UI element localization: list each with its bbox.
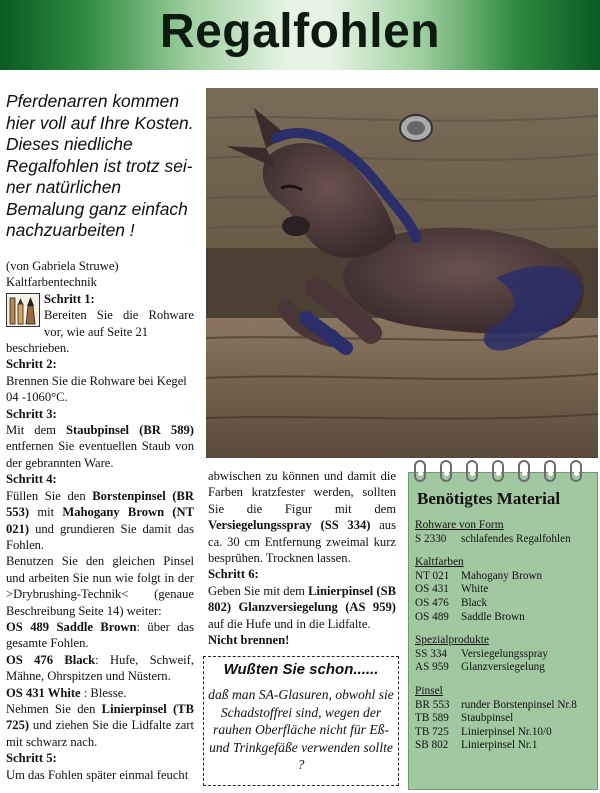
step-4-text-c: mit <box>29 505 63 520</box>
material-code: AS 959 <box>415 661 449 674</box>
did-you-know-box <box>203 656 399 786</box>
liner-text-a: Nehmen Sie den <box>6 701 102 716</box>
material-code: TB 589 <box>415 712 449 725</box>
step-6-text-c: auf die Hufe und in die Lidfalte. <box>208 616 371 631</box>
binding-ring-icon <box>544 460 556 482</box>
material-name: runder Borstenpinsel Nr.8 <box>461 698 577 711</box>
material-code: S 2330 <box>415 532 447 545</box>
material-name: Black <box>461 596 488 609</box>
foal-photo <box>206 88 598 458</box>
instructions-column-2 <box>208 468 396 648</box>
binding-ring-icon <box>440 460 452 482</box>
mahogany-brown-name: Mahogany Brown (NT 021) <box>6 505 194 536</box>
material-item <box>415 648 548 662</box>
step-5-continued-c: aus ca. 30 cm Entfernung zweimal kurz besprühen. Trocknen lassen. <box>208 518 396 566</box>
material-item <box>415 611 542 625</box>
section-title: Spezialprodukte <box>415 634 490 647</box>
material-name: Linierpinsel Nr.10/0 <box>461 725 552 738</box>
step-5-text: Um das Fohlen später einmal feucht <box>6 767 189 782</box>
binding-ring-icon <box>466 460 478 482</box>
binding-ring-icon <box>414 460 426 482</box>
saddle-brown-line <box>6 619 194 652</box>
material-name: Versiegelungsspray <box>461 647 548 660</box>
intro-line: Pferdenarren kommen <box>6 91 180 111</box>
step-3-text <box>6 422 194 471</box>
material-code: TB 725 <box>415 725 449 738</box>
header-banner <box>0 0 600 70</box>
brush-icon <box>6 293 40 327</box>
do-not-fire-warning: Nicht brennen! <box>208 633 290 648</box>
saddle-brown-name: OS 489 Saddle Brown <box>6 619 137 634</box>
binding-ring-icon <box>492 460 504 482</box>
binding-ring-icon <box>570 460 582 482</box>
material-code: NT 021 <box>415 569 450 582</box>
intro-line: hier voll auf Ihre Kosten. <box>6 112 194 133</box>
materials-section-blanks <box>415 519 597 546</box>
material-item <box>415 661 548 675</box>
dust-brush-name: Staubpinsel (BR 589) <box>66 423 194 438</box>
material-item <box>415 699 577 713</box>
material-item <box>415 570 542 584</box>
liner-text-c: und ziehen Sie die Lidfalte zart mit schwarz nach. <box>6 718 194 749</box>
section-title: Kaltfarben <box>415 556 464 569</box>
material-name: White <box>461 583 489 596</box>
technique-line: Kaltfarbentechnik <box>6 275 97 290</box>
step-3-text-a: Mit dem <box>6 423 67 438</box>
intro-line: Regalfohlen ist trotz sei- <box>6 155 193 176</box>
section-title: Pinsel <box>415 684 443 697</box>
materials-section-special <box>415 634 597 675</box>
intro-line: Dieses niedliche <box>6 134 133 154</box>
material-name: Linierpinsel Nr.1 <box>461 739 538 752</box>
material-item <box>415 583 542 597</box>
material-item <box>415 597 542 611</box>
bristle-brush-name: Borstenpinsel (BR 553) <box>6 488 194 520</box>
step-1-text-end: beschrieben. <box>6 341 70 356</box>
materials-section-cold-colors <box>415 556 597 624</box>
step-3-text-c: entfernen Sie eventuellen Staub von der gebrannten Ware. <box>6 439 194 470</box>
black-name: OS 476 Black <box>6 652 96 667</box>
did-you-know-body: daß man SA-Glasuren, obwohl sie Schadstoffrei sind, wegen der rauhen Oberfläche nicht für Eß- und Trinkgefäße verwenden sollte ? <box>208 687 394 772</box>
materials-section-brushes <box>415 685 597 753</box>
liner-text <box>6 701 194 750</box>
material-item <box>415 726 577 740</box>
spiral-binding <box>410 460 590 484</box>
material-name: Saddle Brown <box>461 610 525 623</box>
step-2-text: Brennen Sie die Rohware bei Kegel 04 -1060°C. <box>6 373 187 405</box>
material-name: Mahogany Brown <box>461 569 543 582</box>
intro-line: Bemalung ganz einfach <box>6 198 188 219</box>
saddle-brown-text: : über das gesamte Fohlen. <box>6 619 194 651</box>
sealing-spray-name: Versiegelungsspray (SS 334) <box>208 518 371 533</box>
material-code: OS 476 <box>415 596 449 609</box>
step-4-heading: Schritt 4: <box>6 472 57 487</box>
material-code: SS 334 <box>415 647 448 660</box>
liner-brush-name: Linierpinsel (TB 725) <box>6 701 194 733</box>
step-1-text: Bereiten Sie die Rohware vor, wie auf Seite 21 <box>44 308 194 339</box>
material-code: OS 431 <box>415 583 449 596</box>
author-line: (von Gabriela Struwe) <box>6 259 119 273</box>
intro-line: nachzuarbeiten ! <box>6 220 135 240</box>
step-5-heading: Schritt 5: <box>6 751 57 766</box>
section-title: Rohware von Form <box>415 519 504 531</box>
materials-title: Benötigtes Material <box>417 489 561 508</box>
white-text: : Blesse. <box>80 685 127 700</box>
black-line <box>6 652 194 685</box>
material-item <box>415 739 577 753</box>
step-1 <box>6 291 194 357</box>
step-4-text <box>6 488 194 554</box>
gloss-seal-name: Linierpinsel (SB 802) Glanzversiegelung (AS 959) <box>208 583 397 615</box>
step-4-text-e: und grundieren Sie damit das Fohlen. <box>6 521 194 552</box>
intro-line: ner natürlichen <box>6 177 122 197</box>
step-6-text-a: Geben Sie mit dem <box>208 583 309 598</box>
step-4-drybrush-text: Benutzen Sie den gleichen Pinsel und arbeiten Sie nun wie folgt in der >Drybrushing-Technik< (genaue Beschreibung Seite 14) weiter: <box>6 554 194 618</box>
step-6-text <box>208 583 396 632</box>
material-code: SB 802 <box>415 739 449 752</box>
instructions-column-1 <box>6 258 194 783</box>
page-title: Regalfohlen <box>159 5 441 58</box>
intro-text <box>6 91 206 242</box>
materials-box <box>408 472 598 790</box>
step-4-text-a: Füllen Sie den <box>6 488 93 503</box>
step-3-heading: Schritt 3: <box>6 406 57 421</box>
material-code: BR 553 <box>415 698 450 711</box>
material-code: OS 489 <box>415 610 449 623</box>
material-item <box>415 712 577 726</box>
black-text: : Hufe, Schweif, Mähne, Ohrspitzen und Nüstern. <box>6 652 194 684</box>
material-name: Glanzversiegelung <box>461 661 545 674</box>
step-5-continued-a: abwischen zu können und damit die Farben kratzfester werden, sollten Sie die Figur mit dem <box>208 469 396 516</box>
binding-ring-icon <box>518 460 530 482</box>
step-2-heading: Schritt 2: <box>6 357 57 372</box>
white-line <box>6 685 194 701</box>
white-name: OS 431 White <box>6 685 81 700</box>
step-1-heading: Schritt 1: <box>44 291 95 306</box>
step-6-heading: Schritt 6: <box>208 567 259 582</box>
did-you-know-title: Wußten Sie schon...... <box>223 661 379 678</box>
material-name: Staubpinsel <box>461 712 514 725</box>
step-5-continued <box>208 468 396 566</box>
material-name: schlafendes Regalfohlen <box>461 532 571 545</box>
material-item <box>415 533 571 547</box>
